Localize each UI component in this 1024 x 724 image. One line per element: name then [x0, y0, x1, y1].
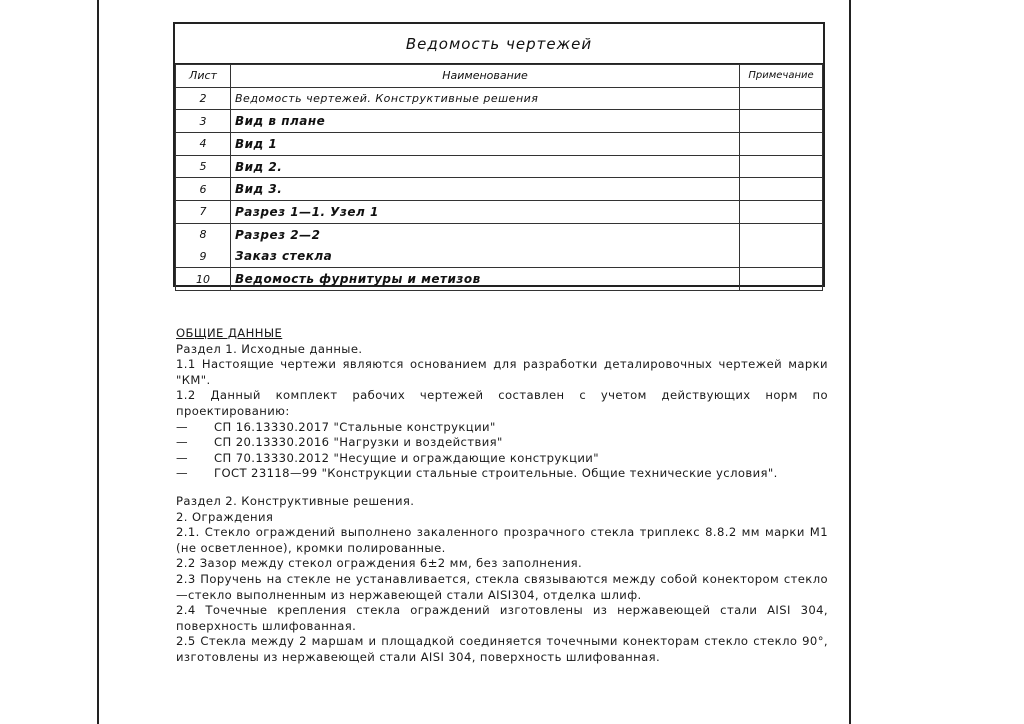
- norm-text: СП 70.13330.2012 "Несущие и ограждающие конструкции": [214, 450, 599, 465]
- row-note: [740, 87, 823, 110]
- general-notes: [176, 326, 828, 665]
- table-header-row: [176, 65, 823, 88]
- table-row: [176, 87, 823, 110]
- row-note: [740, 268, 823, 291]
- row-sheet-number: 10: [176, 268, 231, 291]
- table-row: [176, 201, 823, 224]
- note-1-2: 1.2 Данный комплект рабочих чертежей составлен с учетом действующих норм по проектированию:: [176, 388, 828, 418]
- row-sheet-number: 3: [176, 110, 231, 133]
- row-sheet-number: 4: [176, 133, 231, 156]
- header-name: Наименование: [231, 65, 740, 88]
- row-sheet-number: 9: [176, 246, 231, 268]
- notes-heading: ОБЩИЕ ДАННЫЕ: [176, 326, 283, 340]
- row-note: [740, 155, 823, 178]
- norm-text: СП 20.13330.2016 "Нагрузки и воздействия": [214, 435, 503, 450]
- norm-dash: —: [176, 435, 188, 450]
- row-sheet-name: Разрез 1—1. Узел 1: [231, 201, 740, 224]
- table-row: [176, 223, 823, 245]
- row-sheet-number: 5: [176, 155, 231, 178]
- row-sheet-name: Разрез 2—2: [231, 223, 740, 245]
- row-note: [740, 223, 823, 245]
- row-note: [740, 110, 823, 133]
- note-2-5: 2.5 Стекла между 2 маршам и площадкой соединяется точечными конекторам стекло стекло 90°, изготовлены из нержавеющей стали AISI 304, поверхность шлифованная.: [176, 634, 828, 664]
- note-2-3: 2.3 Поручень на стекле не устанавливается, стекла связываются между собой конектором стекло—стекло выполненным из нержавеющей стали AISI304, отделка шлиф.: [176, 571, 828, 602]
- norm-dash: —: [176, 419, 188, 434]
- row-sheet-name: Заказ стекла: [231, 246, 740, 268]
- table-row: [176, 133, 823, 156]
- norm-item: [176, 466, 828, 482]
- table-row: [176, 178, 823, 201]
- norm-dash: —: [176, 450, 188, 465]
- section-spacer: [176, 482, 828, 494]
- table-row: [176, 268, 823, 291]
- note-2-2: 2.2 Зазор между стекол ограждения 6±2 мм, без заполнения.: [176, 556, 583, 571]
- note-2-1: 2.1. Стекло ограждений выполнено закаленного прозрачного стекла триплекс 8.8.2 мм марки М1 (не осветленное), кромки полированные.: [176, 525, 828, 555]
- row-note: [740, 133, 823, 156]
- drawing-register-table: [175, 64, 823, 291]
- register-title: Ведомость чертежей: [175, 24, 823, 64]
- table-row: [176, 155, 823, 178]
- drawing-register-frame: [173, 22, 825, 287]
- note-2-4: 2.4 Точечные крепления стекла ограждений изготовлены из нержавеющей стали AISI 304, поверхность шлифованная.: [176, 603, 828, 633]
- row-sheet-number: 2: [176, 87, 231, 110]
- norm-text: СП 16.13330.2017 "Стальные конструкции": [214, 419, 496, 434]
- norm-dash: —: [176, 466, 188, 481]
- norm-item: [176, 420, 828, 436]
- row-note: [740, 178, 823, 201]
- row-sheet-number: 6: [176, 178, 231, 201]
- row-sheet-name: Ведомость фурнитуры и метизов: [231, 268, 740, 291]
- row-sheet-name: Вид 3.: [231, 178, 740, 201]
- header-sheet: Лист: [176, 65, 231, 88]
- section-1-title: Раздел 1. Исходные данные.: [176, 341, 363, 356]
- norm-item: [176, 451, 828, 467]
- section-2-subtitle: 2. Ограждения: [176, 509, 274, 524]
- header-note: Примечание: [740, 65, 823, 88]
- table-row: [176, 246, 823, 268]
- row-note: [740, 246, 823, 268]
- row-sheet-name: Вид 1: [231, 133, 740, 156]
- row-sheet-name: Ведомость чертежей. Конструктивные решения: [231, 87, 740, 110]
- table-row: [176, 110, 823, 133]
- row-sheet-number: 7: [176, 201, 231, 224]
- row-sheet-number: 8: [176, 223, 231, 245]
- norm-text: ГОСТ 23118—99 "Конструкции стальные строительные. Общие технические условия".: [214, 466, 778, 481]
- row-sheet-name: Вид 2.: [231, 155, 740, 178]
- norm-item: [176, 435, 828, 451]
- section-2-title: Раздел 2. Конструктивные решения.: [176, 493, 415, 508]
- row-sheet-name: Вид в плане: [231, 110, 740, 133]
- row-note: [740, 201, 823, 224]
- note-1-1: 1.1 Настоящие чертежи являются основанием для разработки деталировочных чертежей марки "КМ".: [176, 357, 828, 387]
